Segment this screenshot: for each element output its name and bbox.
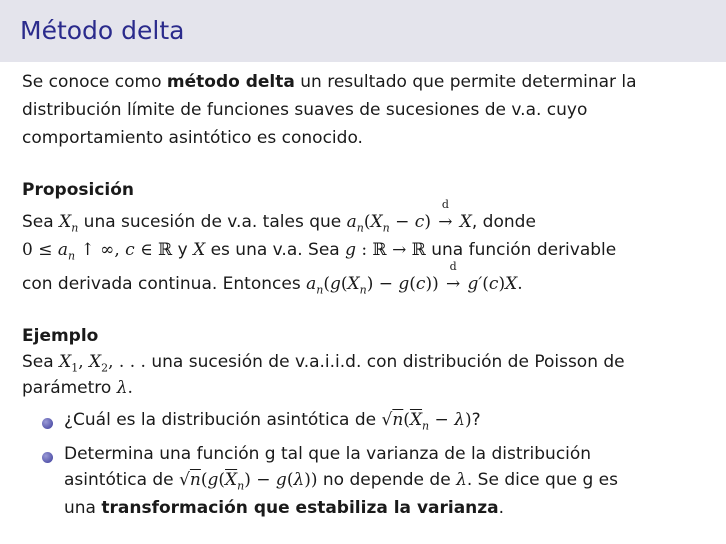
example-bold-term: transformación que estabiliza la varianza xyxy=(101,498,499,518)
example-text: parámetro xyxy=(22,378,117,398)
slide-title: Método delta xyxy=(20,16,185,45)
example-bullet-2-line-2: asintótica de $√n(g(\overline{X}_n) - g(\lambda))$ no depende de λ. Se dice que g es xyxy=(64,470,618,493)
intro-text: Se conoce como xyxy=(22,72,167,92)
example-text: ? xyxy=(471,410,481,430)
formula: √ xyxy=(179,470,190,490)
example-text: no depende de xyxy=(317,470,457,490)
formula: 0 ≤ xyxy=(22,240,58,260)
intro-line-2: distribución límite de funciones suaves de sucesiones de v.a. cuyo xyxy=(22,100,588,120)
prop-text: Sea xyxy=(22,212,60,232)
formula: λ xyxy=(116,378,128,398)
formula: √ xyxy=(381,410,393,430)
proposition-line-1: Sea $X_n$ una sucesión de v.a. tales que $a_n(X_n - c)$ d → X, donde xyxy=(22,198,536,235)
example-heading: Ejemplo xyxy=(22,326,99,346)
example-text: asintótica de xyxy=(64,470,180,490)
bullet-icon xyxy=(42,418,53,429)
prop-text: es una v.a. Sea xyxy=(205,240,346,260)
convergence-arrow: d → xyxy=(438,198,453,232)
example-text: . Se dice que g es xyxy=(466,470,618,490)
example-text: . xyxy=(498,498,505,518)
prop-text: , donde xyxy=(471,212,536,232)
example-text: Sea xyxy=(22,352,60,372)
formula: X xyxy=(59,352,72,372)
intro-line-3: comportamiento asintótico es conocido. xyxy=(22,128,363,148)
prop-text: y xyxy=(172,240,194,260)
convergence-arrow: d → xyxy=(446,260,461,294)
example-line-2: parámetro λ. xyxy=(22,378,133,398)
intro-text: un resultado que permite determinar la xyxy=(294,72,637,92)
example-text: una xyxy=(64,498,102,518)
example-bullet-2-line-3 xyxy=(64,494,504,522)
formula: $a_n$ xyxy=(346,212,364,235)
intro-bold-term: método delta xyxy=(166,72,295,92)
proposition-heading: Proposición xyxy=(22,180,135,200)
example-bullet-1: ¿Cuál es la distribución asintótica de $√n(\overline{X}_n - \lambda)$? xyxy=(64,410,481,433)
example-text: ¿Cuál es la distribución asintótica de xyxy=(64,410,382,430)
bullet-icon xyxy=(42,452,53,463)
prop-text: con derivada continua. Entonces xyxy=(22,274,307,294)
formula: $a_n$ xyxy=(306,274,324,297)
example-text: una sucesión de v.a.i.i.d. con distribución de Poisson de xyxy=(145,352,625,372)
example-bullet-2-line-1: Determina una función g tal que la varianza de la distribución xyxy=(64,444,592,464)
formula: $X_n$ xyxy=(59,212,79,235)
example-line-1: Sea $X_1$, $X_2$, . . . una sucesión de v.a.i.i.d. con distribución de Poisson de xyxy=(22,352,625,375)
proposition-line-3: con derivada continua. Entonces $a_n(g(X_n) - g(c))$ d → g′(c)X. xyxy=(22,260,523,297)
intro-line-1 xyxy=(22,68,637,96)
prop-text: una sucesión de v.a. tales que xyxy=(78,212,347,232)
proposition-line-2: $0 \le a_n$ ↑ ∞, c ∈ ℝ y X es una v.a. Sea g : ℝ → ℝ una función derivable xyxy=(22,240,617,263)
prop-text: una función derivable xyxy=(425,240,617,260)
